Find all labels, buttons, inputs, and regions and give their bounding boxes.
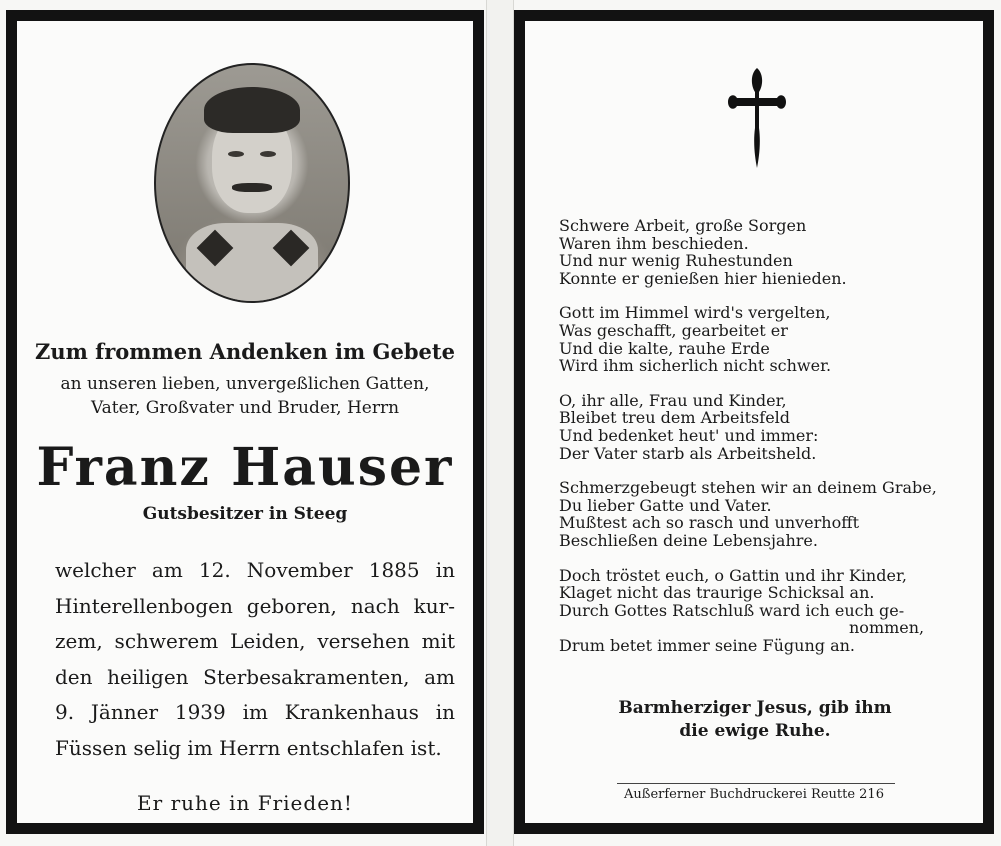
poem [559,217,937,671]
poem-line: Konnte er genießen hier hienieden. [559,268,847,288]
bio-line: Füssen selig im Herrn entschlafen ist. [55,735,442,760]
memorial-card-back [514,10,994,834]
intro-line-2: Vater, Großvater und Bruder, Herrn [90,398,400,418]
portrait-photo [154,63,350,303]
closing-blessing: Er ruhe in Frieden! [137,791,353,815]
poem-line: Klaget nicht das traurige Schicksal an. [559,583,875,603]
poem-line: Was geschafft, gearbeitet er [559,320,788,340]
cross-icon [728,68,786,168]
poem-line: Drum betet immer seine Fügung an. [559,635,855,655]
poem-line: Bleibet treu dem Arbeitsfeld [559,408,791,428]
poem-line: Gott im Himmel wird's vergelten, [559,303,831,323]
poem-line: Schwere Arbeit, große Sorgen [559,216,807,235]
poem-stanza-4 [559,479,937,549]
poem-line: Beschließen deine Lebensjahre. [559,530,818,550]
bio-line: den heiligen Sterbesakramenten, am [55,664,455,689]
poem-line: Der Vater starb als Arbeitsheld. [559,443,817,463]
card-fold [486,0,514,846]
poem-line: Durch Gottes Ratschluß ward ich euch ge- [559,600,905,620]
poem-stanza-1 [559,217,937,287]
biography [55,553,455,766]
poem-line: Schmerzgebeugt stehen wir an deinem Grabe, [559,478,937,498]
poem-stanza-3 [559,392,937,462]
bio-line: zem, schwerem Leiden, versehen mit [55,629,455,653]
bio-line: 9. Jänner 1939 im Krankenhaus in [55,700,455,724]
poem-stanza-2 [559,304,937,374]
poem-stanza-5 [559,567,937,655]
bio-line: welcher am 12. November 1885 in [55,558,455,582]
poem-line: Du lieber Gatte und Vater. [559,495,772,515]
poem-line: Und die kalte, rauhe Erde [559,338,770,358]
occupation: Gutsbesitzer in Steeg [142,504,348,524]
poem-line: Mußtest ach so rasch und unverhofft [559,513,860,533]
memorial-card-front [6,10,484,834]
poem-line: Waren ihm beschieden. [559,233,749,253]
poem-line: Wird ihm sicherlich nicht schwer. [559,356,832,376]
memorial-heading: Zum frommen Andenken im Gebete [35,339,455,364]
poem-line: Und nur wenig Ruhestunden [559,251,793,271]
printer-imprint: Außerferner Buchdruckerei Reutte 216 [624,787,884,802]
poem-line: nommen, [849,618,925,638]
poem-line: Doch tröstet euch, o Gattin und ihr Kinder, [559,565,907,585]
prayer: Barmherziger Jesus, gib ihm die ewige Ruhe. [618,698,892,741]
intro-line-1: an unseren lieben, unvergeßlichen Gatten, [60,374,430,394]
poem-line: Und bedenket heut' und immer: [559,425,819,445]
deceased-name: Franz Hauser [36,437,454,498]
divider [617,783,895,784]
bio-line: Hinterellenbogen geboren, nach kur- [55,593,455,618]
poem-line: O, ihr alle, Frau und Kinder, [559,390,787,410]
